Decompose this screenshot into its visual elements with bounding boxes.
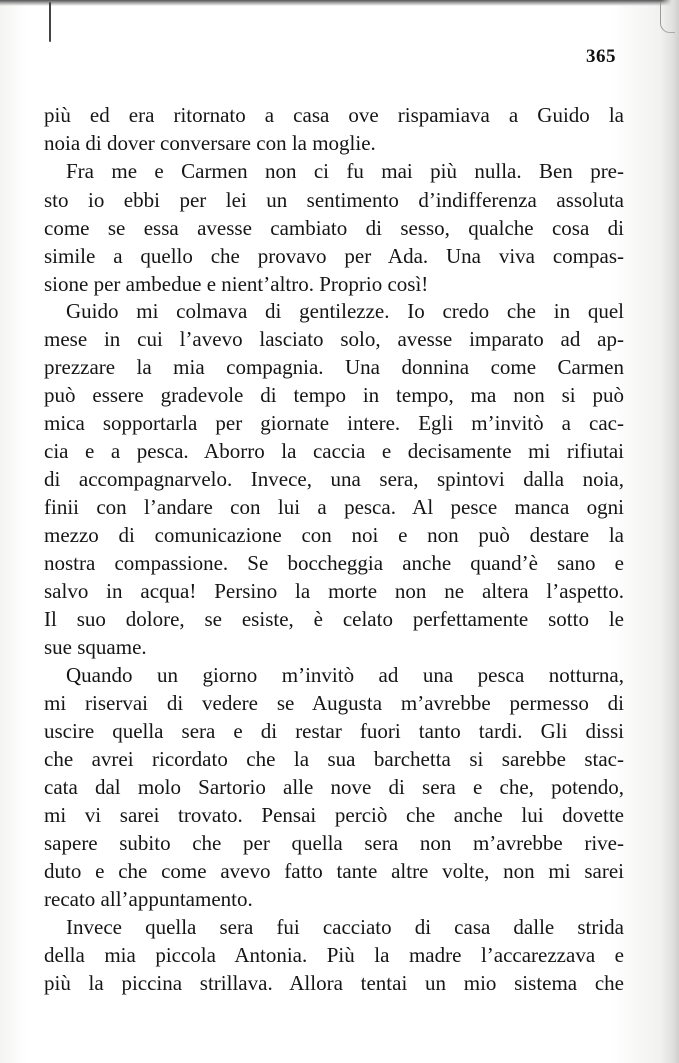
text-line: salvo in acqua! Persino la morte non ne altera l’aspetto. [44, 579, 624, 603]
text-line: Quando un giorno m’invitò ad una pesca notturna, [66, 663, 624, 687]
text-line: prezzare la mia compagnia. Una donnina come Carmen [44, 355, 624, 379]
text-line: mezzo di comunicazione con noi e non può destare la [44, 523, 624, 547]
page-top-edge [0, 0, 679, 6]
text-line: nostra compassione. Se boccheggia anche quand’è sano e [44, 551, 624, 575]
text-line: più ed era ritornato a casa ove rispamiava a Guido la [44, 103, 624, 127]
text-line: può essere gradevole di tempo in tempo, ma non si può [44, 383, 624, 407]
text-line: come se essa avesse cambiato di sesso, qualche cosa di [44, 216, 624, 240]
page-number: 365 [586, 46, 616, 67]
text-line: Guido mi colmava di gentilezze. Io credo che in quel [66, 299, 624, 323]
text-line: della mia piccola Antonia. Più la madre l’accarezzava e [44, 943, 624, 967]
page-margin-mark [49, 2, 51, 42]
text-line: di accompagnarvelo. Invece, una sera, spintovi dalla noia, [44, 467, 624, 491]
text-line: sto io ebbi per lei un sentimento d’indifferenza assoluta [44, 188, 624, 212]
text-line: recato all’appuntamento. [44, 887, 253, 911]
text-line: mi riservai di vedere se Augusta m’avrebbe permesso di [44, 691, 624, 715]
text-line: noia di dover conversare con la moglie. [44, 131, 376, 155]
text-line: uscire quella sera e di restar fuori tanto tardi. Gli dissi [44, 719, 624, 743]
text-line: Invece quella sera fui cacciato di casa dalle strida [66, 915, 624, 939]
text-line: più la piccina strillava. Allora tentai un mio sistema che [44, 971, 624, 995]
text-line: cia e a pesca. Aborro la caccia e decisamente mi rifiutai [44, 439, 624, 463]
text-line: cata dal molo Sartorio alle nove di sera e che, potendo, [44, 775, 624, 799]
text-line: simile a quello che provavo per Ada. Una viva compas- [44, 244, 624, 268]
text-line: sapere subito che per quella sera non m’avrebbe rive- [44, 831, 624, 855]
text-line: finii con l’andare con lui a pesca. Al pesce manca ogni [44, 495, 624, 519]
text-line: sione per ambedue e nient’altro. Proprio così! [44, 272, 429, 296]
text-line: che avrei ricordato che la sua barchetta si sarebbe stac- [44, 747, 624, 771]
text-line: Il suo dolore, se esiste, è celato perfettamente sotto le [44, 607, 624, 631]
page-right-edge [661, 0, 679, 1063]
text-line: sue squame. [44, 635, 147, 659]
page-corner-curl [660, 2, 675, 33]
text-line: duto e che come avevo fatto tante altre volte, non mi sarei [44, 859, 624, 883]
text-line: mese in cui l’avevo lasciato solo, avesse imparato ad ap- [44, 327, 624, 351]
text-line: Fra me e Carmen non ci fu mai più nulla. Ben pre- [66, 159, 624, 183]
text-line: mica sopportarla per giornate intere. Egli m’invitò a cac- [44, 411, 624, 435]
text-line: mi vi sarei trovato. Pensai perciò che anche lui dovette [44, 803, 624, 827]
